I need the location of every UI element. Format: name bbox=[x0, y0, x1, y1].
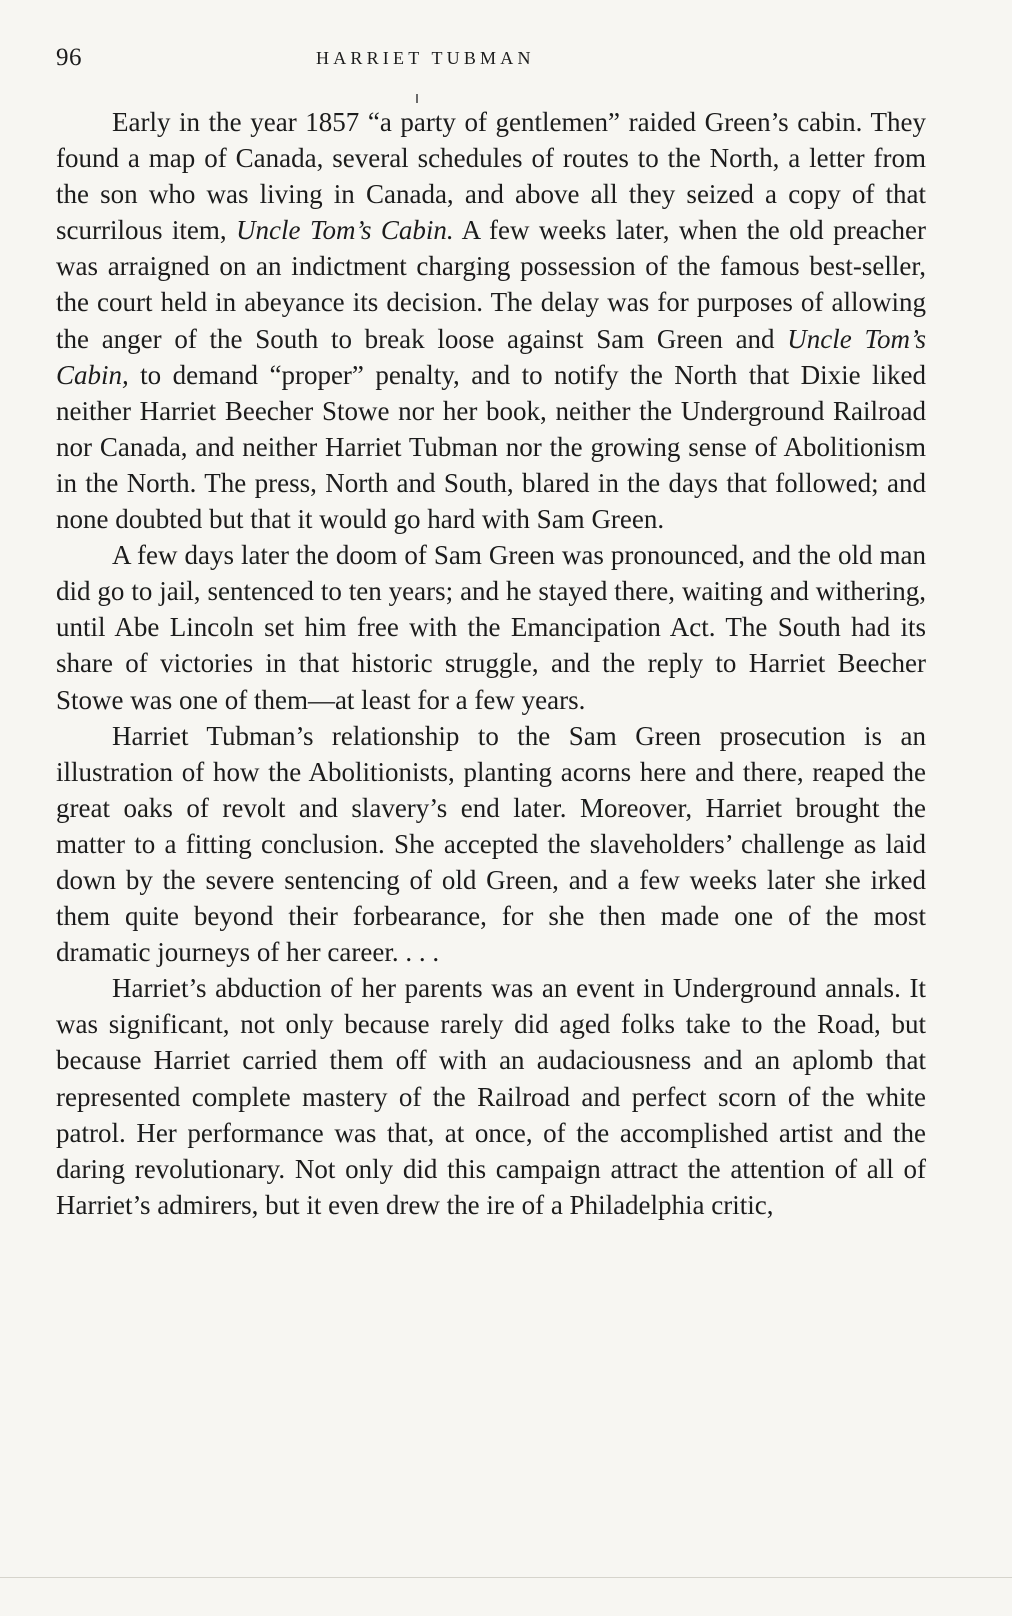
paragraph-1 bbox=[56, 104, 926, 537]
book-title-italic: Uncle Tom’s Cabin, bbox=[56, 323, 926, 390]
paragraph-1-text-c: to demand “proper” penalty, and to notify the North that Dixie liked neither Harriet Beecher Stowe nor her book, neither the Underground Railroad nor Canada, and neither Harriet Tubman nor the growing sense of Abolitionism in the North. The press, North and South, blared in the days that followed; and none doubted but that it would go hard with Sam Green. bbox=[56, 359, 926, 535]
paragraph-4: Harriet’s abduction of her parents was an event in Underground annals. It was significant, not only because rarely did aged folks take to the Road, but because Harriet carried them off with an audaciousness and an aplomb that represented complete mastery of the Railroad and perfect scorn of the white patrol. Her performance was that, at once, of the accomplished artist and the daring revolutionary. Not only did this campaign attract the attention of all of Harriet’s admirers, but it even drew the ire of a Philadelphia critic, bbox=[56, 973, 926, 1220]
book-title-italic: Uncle Tom’s Cabin. bbox=[236, 215, 454, 246]
scan-edge-line bbox=[0, 1577, 1012, 1578]
body-text bbox=[56, 104, 926, 1223]
running-head: HARRIET TUBMAN bbox=[316, 48, 535, 68]
paragraph-1-text-b: A few weeks later, when the old preacher was arraigned on an indictment charging possession of the famous best-seller, the court held in abeyance its decision. The delay was for purposes of allowing the anger of the South to break loose against Sam Green and bbox=[56, 215, 926, 354]
paragraph-3: Harriet Tubman’s relationship to the Sam Green prosecution is an illustration of how the Abolitionists, planting acorns here and there, reaped the great oaks of revolt and slavery’s end later. Moreover, Harriet brought the matter to a fitting conclusion. She accepted the slaveholders’ challenge as laid down by the severe sentencing of old Green, and a few weeks later she irked them quite beyond their forbearance, for she then made one of the most dramatic journeys of her career. . . . bbox=[56, 720, 926, 968]
ink-speck bbox=[416, 94, 418, 103]
paragraph-1-text-a: Early in the year 1857 “a party of gentlemen” raided Green’s cabin. They found a map of Canada, several schedules of routes to the North, a letter from the son who was living in Canada, and above all they seized a copy of that scurrilous item, bbox=[56, 107, 926, 246]
page-header bbox=[56, 44, 926, 78]
page-number: 96 bbox=[56, 44, 82, 71]
paragraph-2: A few days later the doom of Sam Green was pronounced, and the old man did go to jail, sentenced to ten years; and he stayed there, waiting and withering, until Abe Lincoln set him free with the Emancipation Act. The South had its share of victories in that historic struggle, and the reply to Harriet Beecher Stowe was one of them—at least for a few years. bbox=[56, 540, 926, 715]
